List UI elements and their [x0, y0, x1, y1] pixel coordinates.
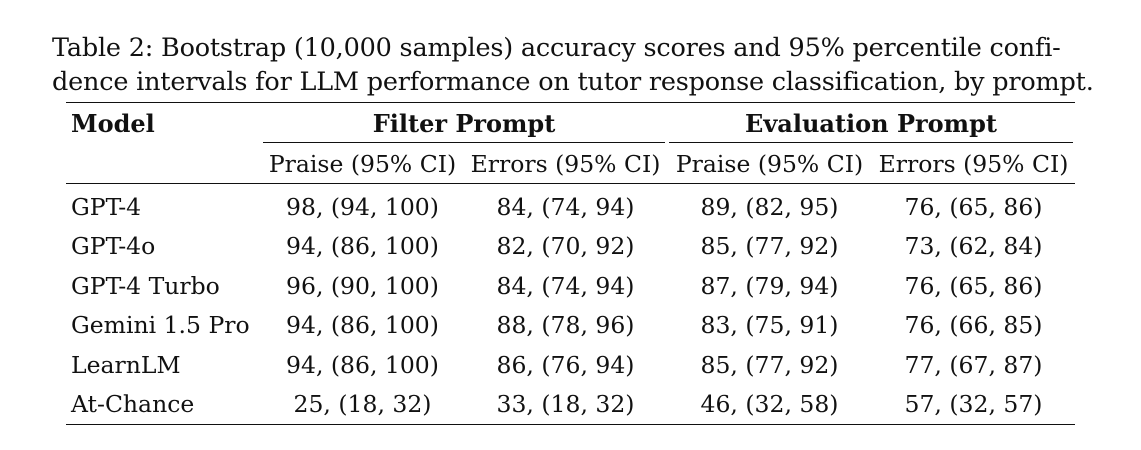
table-cell: 84, (74, 94) — [496, 192, 635, 221]
table-cell: 94, (86, 100) — [286, 232, 439, 261]
subheader-filter-praise: Praise (95% CI) — [268, 149, 457, 178]
empty-header-cell — [66, 144, 261, 184]
table-cell: 89, (82, 95) — [700, 192, 839, 221]
table-cell: 57, (32, 57) — [904, 390, 1043, 419]
model-name: LearnLM — [71, 350, 181, 379]
table-cell: 46, (32, 58) — [700, 390, 839, 419]
table-caption — [52, 31, 1094, 99]
subheader-eval-errors: Errors (95% CI) — [878, 149, 1069, 178]
table-cell: 73, (62, 84) — [904, 232, 1043, 261]
table-cell: 98, (94, 100) — [286, 192, 439, 221]
results-table — [66, 102, 1075, 425]
model-name: Gemini 1.5 Pro — [71, 311, 250, 340]
table-cell: 33, (18, 32) — [496, 390, 635, 419]
table-cell: 85, (77, 92) — [700, 232, 839, 261]
table-row — [66, 184, 1075, 227]
table-cell: 77, (67, 87) — [904, 350, 1043, 379]
table-cell: 83, (75, 91) — [700, 311, 839, 340]
caption-line-2: dence intervals for LLM performance on tutor response classification, by prompt. — [52, 67, 1094, 97]
model-name: GPT-4 — [71, 192, 142, 221]
table-cell: 94, (86, 100) — [286, 350, 439, 379]
table-cell: 82, (70, 92) — [496, 232, 635, 261]
table-cell: 86, (76, 94) — [496, 350, 635, 379]
table-cell: 76, (65, 86) — [904, 192, 1043, 221]
caption-line-1: Table 2: Bootstrap (10,000 samples) accuracy scores and 95% percentile confi- — [52, 33, 1061, 63]
model-name: GPT-4o — [71, 232, 156, 261]
table-cell: 88, (78, 96) — [496, 311, 635, 340]
subheader-eval-praise: Praise (95% CI) — [675, 149, 864, 178]
table-cell: 96, (90, 100) — [286, 271, 439, 300]
table-row — [66, 345, 1075, 385]
model-name: At-Chance — [71, 390, 195, 419]
table-row — [66, 227, 1075, 267]
model-name: GPT-4 Turbo — [71, 271, 220, 300]
table-cell: 25, (18, 32) — [293, 390, 432, 419]
table-cell: 76, (65, 86) — [904, 271, 1043, 300]
table-row — [66, 266, 1075, 306]
table-row — [66, 385, 1075, 425]
table-cell: 76, (66, 85) — [904, 311, 1043, 340]
evaluation-prompt-label: Evaluation Prompt — [669, 105, 1073, 143]
table-cell: 85, (77, 92) — [700, 350, 839, 379]
table-row — [66, 306, 1075, 346]
subheader-filter-errors: Errors (95% CI) — [470, 149, 661, 178]
table-cell: 87, (79, 94) — [700, 271, 839, 300]
filter-prompt-label: Filter Prompt — [263, 105, 665, 143]
table-cell: 94, (86, 100) — [286, 311, 439, 340]
model-column-header: Model — [71, 109, 155, 138]
evaluation-prompt-group-header — [667, 103, 1075, 145]
filter-prompt-group-header — [261, 103, 667, 145]
table-cell: 84, (74, 94) — [496, 271, 635, 300]
